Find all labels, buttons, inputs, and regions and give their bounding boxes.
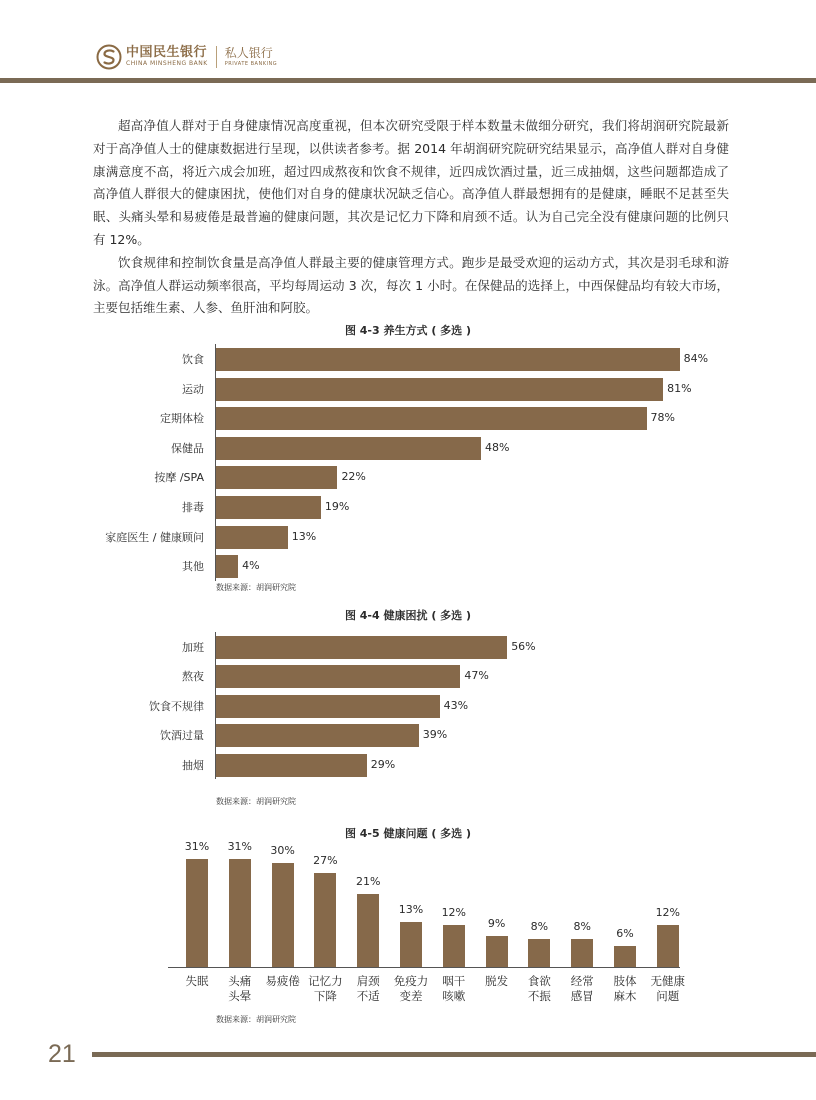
figure-4-3-value-label: 78%: [650, 411, 675, 425]
footer-rule: [92, 1052, 816, 1057]
figure-4-4-category-label: 饮食不规律: [149, 699, 204, 713]
figure-4-3-value-label: 13%: [291, 529, 317, 543]
page-header: [0, 0, 816, 84]
figure-4-3-title: 图 4-3 养生方式 ( 多选 ): [344, 324, 472, 337]
figure-4-5-bar: [614, 946, 636, 967]
figure-4-3-category-label: 饮食: [182, 353, 204, 366]
figure-4-5-category-line: 下降: [313, 989, 337, 1003]
figure-4-3-bar: [216, 496, 321, 519]
figure-4-4-value-label: 39%: [422, 728, 448, 742]
figure-4-5-category-line: 食欲: [527, 974, 551, 988]
figure-4-5-value-label: 13%: [398, 902, 424, 916]
figure-4-5-category-label: [560, 974, 604, 1004]
figure-4-5-value-label: 31%: [227, 840, 253, 854]
figure-4-5-category-label: [517, 974, 561, 1004]
figure-4-3-value-label: 22%: [341, 470, 366, 484]
figure-4-5-bar: [486, 936, 508, 967]
figure-4-3-value-label: 48%: [484, 440, 510, 454]
figure-4-5-category-line: 脱发: [485, 974, 509, 988]
figure-4-5-category-line: 麻木: [613, 989, 637, 1003]
figure-4-5-category-line: 变差: [399, 989, 423, 1003]
figure-4-5-category-line: 肩颈: [356, 974, 380, 988]
figure-4-5-category-line: 记忆力: [308, 974, 343, 988]
figure-4-5-category-line: 不振: [527, 989, 551, 1003]
body-text: [93, 115, 729, 320]
figure-4-5-value-label: 12%: [655, 906, 681, 920]
figure-4-5-category-line: 咽干: [442, 974, 466, 988]
figure-4-4-bar: [216, 695, 440, 718]
figure-4-4-value-label: 47%: [464, 669, 489, 683]
figure-4-5-value-label: 9%: [487, 916, 506, 930]
figure-4-5-category-label: [389, 974, 433, 1004]
figure-4-4-source: 数据来源：胡润研究院: [216, 797, 296, 806]
minsheng-logo-icon: [96, 44, 122, 70]
figure-4-5-category-label: [303, 974, 347, 1004]
figure-4-3-category-label: 家庭医生 / 健康顾问: [105, 530, 204, 544]
figure-4-3-bar: [216, 466, 337, 489]
figure-4-3-bar: [216, 407, 647, 430]
figure-4-3-value-label: 19%: [324, 500, 350, 513]
figure-4-5-category-line: 不适: [356, 989, 380, 1003]
figure-4-3-value-label: 81%: [667, 381, 692, 395]
figure-4-4-category-label: 加班: [182, 641, 204, 654]
figure-4-3-bar: [216, 555, 238, 578]
figure-4-5-bar: [314, 873, 336, 967]
figure-4-4-value-label: 56%: [511, 640, 536, 653]
figure-4-5-value-label: 21%: [355, 874, 381, 888]
figure-4-5-category-label: [646, 974, 690, 1004]
bank-name-cn: 中国民生银行: [126, 45, 208, 60]
paragraph-1: 超高净值人群对于自身健康情况高度重视，但本次研究受限于样本数量未做细分研究，我们将胡润研究院最新对于高净值人士的健康数据进行呈现，以供读者参考。据 2014 年胡润研究院研究结果显示，高净值人群对自身健康满意度不高，将近六成会加班，超过四成熬夜和饮食不规律，近四成饮酒过量，近三成抽烟，这些问题都造成了高净值人群很大的健康困扰，使他们对自身的健康状况缺乏信心。高净值人群最想拥有的是健康，睡眠不足甚至失眠、头痛头晕和易疲倦是最普遍的健康问题，其次是记忆力下降和肩颈不适。认为自己完全没有健康问题的比例只有 12%。: [93, 118, 729, 247]
figure-4-5-category-line: 感冒: [570, 989, 594, 1003]
page-number: 21: [48, 1040, 76, 1068]
figure-4-5-bar: [229, 859, 251, 967]
figure-4-3-value-label: 4%: [242, 559, 260, 573]
figure-4-5-bar: [272, 863, 294, 967]
bank-name-en: CHINA MINSHENG BANK: [126, 60, 208, 67]
figure-4-5-category-line: 无健康: [650, 974, 686, 988]
figure-4-5-value-label: 8%: [573, 920, 591, 934]
figure-4-5-title: 图 4-5 健康问题 ( 多选 ): [344, 827, 472, 840]
figure-4-5-bar: [357, 894, 379, 967]
figure-4-4-category-label: 熬夜: [182, 670, 204, 684]
figure-4-4-bar: [216, 754, 367, 777]
figure-4-5-category-line: 头痛: [228, 974, 252, 988]
figure-4-5-category-label: [475, 974, 519, 989]
figure-4-3-bar: [216, 526, 288, 549]
figure-4-5-category-label: [218, 974, 262, 1004]
figure-4-5-category-label: [432, 974, 476, 1004]
figure-4-5-value-label: 31%: [184, 840, 210, 854]
figure-4-4-bar: [216, 724, 419, 747]
figure-4-4-category-label: 饮酒过量: [160, 729, 204, 743]
figure-4-5-value-label: 27%: [313, 854, 338, 868]
figure-4-5-bar: [400, 922, 422, 967]
figure-4-5-category-line: 咳嗽: [442, 989, 466, 1003]
figure-4-4-value-label: 29%: [370, 757, 396, 771]
figure-4-5-category-label: [175, 974, 219, 989]
figure-4-4-category-label: 抽烟: [182, 758, 204, 772]
figure-4-5-source: 数据来源：胡润研究院: [216, 1015, 296, 1024]
bank-logo: [96, 44, 277, 70]
figure-4-3-bar: [216, 378, 663, 401]
figure-4-4-bar: [216, 636, 507, 659]
figure-4-5-category-line: 问题: [656, 989, 680, 1003]
figure-4-3-value-label: 84%: [683, 352, 709, 365]
figure-4-5-value-label: 12%: [441, 906, 467, 920]
private-banking-cn: 私人银行: [224, 46, 273, 60]
figure-4-3-category-label: 保健品: [171, 441, 204, 455]
logo-divider: [216, 46, 217, 68]
figure-4-5-category-label: [346, 974, 390, 1004]
header-rule: [0, 78, 816, 83]
figure-4-5-category-line: 经常: [570, 974, 594, 988]
figure-4-5-category-line: 头晕: [228, 989, 252, 1003]
figure-4-4-value-label: 43%: [443, 698, 469, 712]
figure-4-5-category-line: 免疫力: [393, 974, 429, 988]
figure-4-5-bar: [657, 925, 679, 967]
private-banking-en: PRIVATE BANKING: [224, 61, 278, 67]
figure-4-5-value-label: 30%: [270, 843, 295, 857]
figure-4-5-bar: [571, 939, 593, 967]
figure-4-3-bar: [216, 437, 481, 460]
figure-4-5-x-axis: [168, 967, 680, 968]
figure-4-5-category-label: [261, 974, 305, 989]
figure-4-3-category-label: 定期体检: [160, 412, 204, 426]
figure-4-5-bar: [528, 939, 550, 967]
figure-4-5-category-line: 易疲倦: [265, 974, 300, 988]
figure-4-5-bar: [443, 925, 465, 967]
figure-4-5-value-label: 8%: [530, 920, 549, 934]
figure-4-3-category-label: 运动: [182, 382, 204, 396]
paragraph-2: 饮食规律和控制饮食量是高净值人群最主要的健康管理方式。跑步是最受欢迎的运动方式，其次是羽毛球和游泳。高净值人群运动频率很高，平均每周运动 3 次，每次 1 小时。在保健品的选择上，中西保健品均有较大市场，主要包括维生素、人参、鱼肝油和阿胶。: [93, 254, 729, 316]
figure-4-5-category-line: 肢体: [613, 974, 637, 988]
figure-4-3-category-label: 其他: [182, 560, 204, 574]
figure-4-5-category-line: 失眠: [185, 974, 209, 988]
figure-4-5-category-label: [603, 974, 647, 1004]
figure-4-4-bar: [216, 665, 460, 688]
figure-4-5-bar: [186, 859, 208, 967]
figure-4-3-category-label: 按摩 /SPA: [154, 471, 204, 485]
figure-4-4-title: 图 4-4 健康困扰 ( 多选 ): [344, 609, 472, 622]
figure-4-3-source: 数据来源：胡润研究院: [216, 583, 296, 592]
figure-4-3-category-label: 排毒: [182, 501, 204, 514]
figure-4-3-bar: [216, 348, 680, 371]
figure-4-5-value-label: 6%: [616, 927, 634, 941]
